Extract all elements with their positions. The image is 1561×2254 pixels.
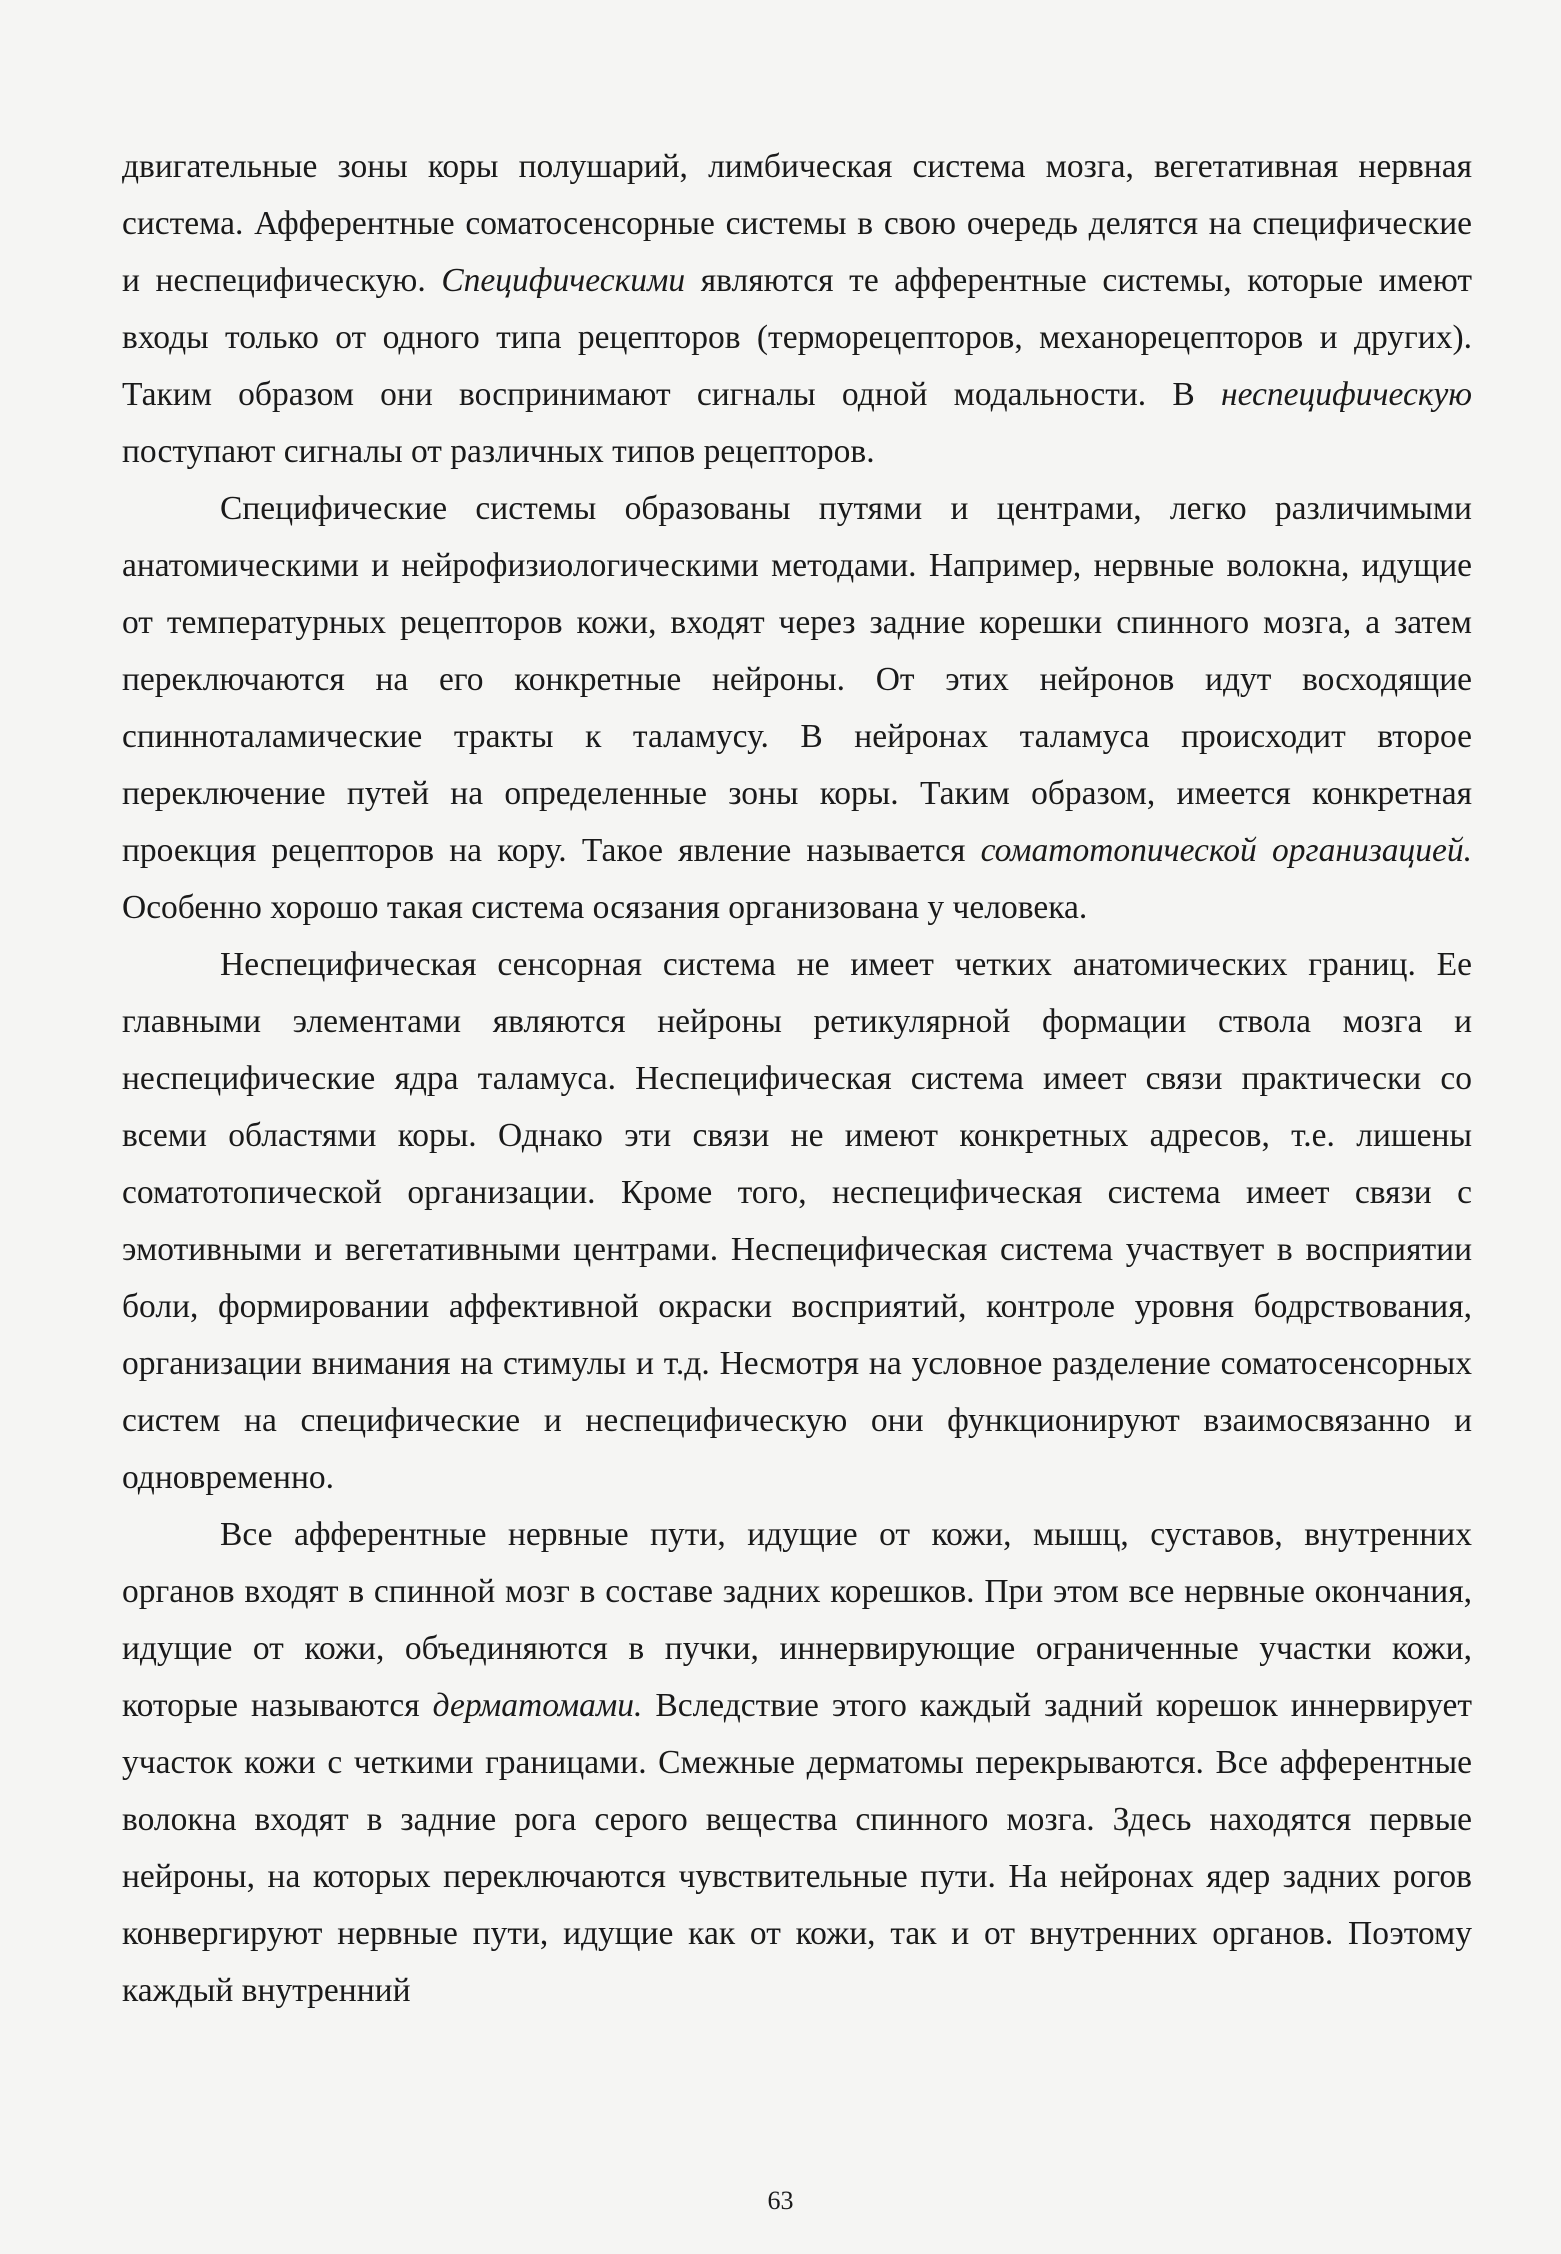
- text-segment: Специфические системы образованы путями и центрами, легко различимыми анатомическими и нейрофизиологическими методами. Например, нервные волокна, идущие от температурных рецепторов кожи, входят через задние корешки спинного мозга, а затем переключаются на его конкретные нейроны. От этих нейронов идут восходящие спинноталамические тракты к таламусу. В нейронах таламуса происходит второе переключение путей на определенные зоны коры. Таким образом, имеется конкретная проекция рецепторов на кору. Такое явление называется: [122, 490, 1472, 869]
- text-segment: являются те афферентные системы, которые имеют входы только от одного типа рецепторов (терморецепторов, механорецепторов и других). Таким образом они воспринимают сигналы одной модальности. В: [122, 262, 1472, 413]
- paragraph-1: [122, 138, 1472, 480]
- page-number: 63: [767, 2186, 794, 2215]
- paragraph-3: [122, 936, 1472, 1506]
- body-text: [122, 138, 1472, 2019]
- text-segment: Неспецифическая сенсорная система не имеет четких анатомических границ. Ее главными элементами являются нейроны ретикулярной формации ствола мозга и неспецифические ядра таламуса. Неспецифическая система имеет связи практически со всеми областями коры. Однако эти связи не имеют конкретных адресов, т.е. лишены соматотопической организации. Кроме того, неспецифическая система имеет связи с эмотивными и вегетативными центрами. Неспецифическая система участвует в восприятии боли, формировании аффективной окраски восприятий, контроле уровня бодрствования, организации внимания на стимулы и т.д. Несмотря на условное разделение соматосенсорных систем на специфические и неспецифическую они функционируют взаимосвязанно и одновременно.: [122, 946, 1472, 1496]
- italic-term-dermatomes: дерматомами.: [432, 1687, 643, 1724]
- text-segment: Все афферентные нервные пути, идущие от кожи, мышц, суставов, внутренних органов входят в спинной мозг в составе задних корешков. При этом все нервные окончания, идущие от кожи, объединяются в пучки, иннервирующие ограниченные участки кожи, которые называются: [122, 1516, 1472, 1724]
- italic-term-specific: Специфическими: [441, 262, 686, 299]
- italic-term-nonspecific: неспецифическую: [1220, 376, 1472, 413]
- paragraph-2: [122, 480, 1472, 936]
- text-segment: Особенно хорошо такая система осязания организована у человека.: [122, 889, 1088, 926]
- text-segment: поступают сигналы от различных типов рецепторов.: [122, 433, 875, 470]
- text-segment: Вследствие этого каждый задний корешок иннервирует участок кожи с четкими границами. Смежные дерматомы перекрываются. Все афферентные волокна входят в задние рога серого вещества спинного мозга. Здесь находятся первые нейроны, на которых переключаются чувствительные пути. На нейронах ядер задних рогов конвергируют нервные пути, идущие как от кожи, так и от внутренних органов. Поэтому каждый внутренний: [122, 1687, 1472, 2009]
- paragraph-4: [122, 1506, 1472, 2019]
- text-segment: двигательные зоны коры полушарий, лимбическая система мозга, вегетативная нервная система. Афферентные соматосенсорные системы в свою очередь делятся на специфические и неспецифическую.: [122, 148, 1472, 299]
- italic-term-somatotopic: соматотопической организацией.: [980, 832, 1473, 869]
